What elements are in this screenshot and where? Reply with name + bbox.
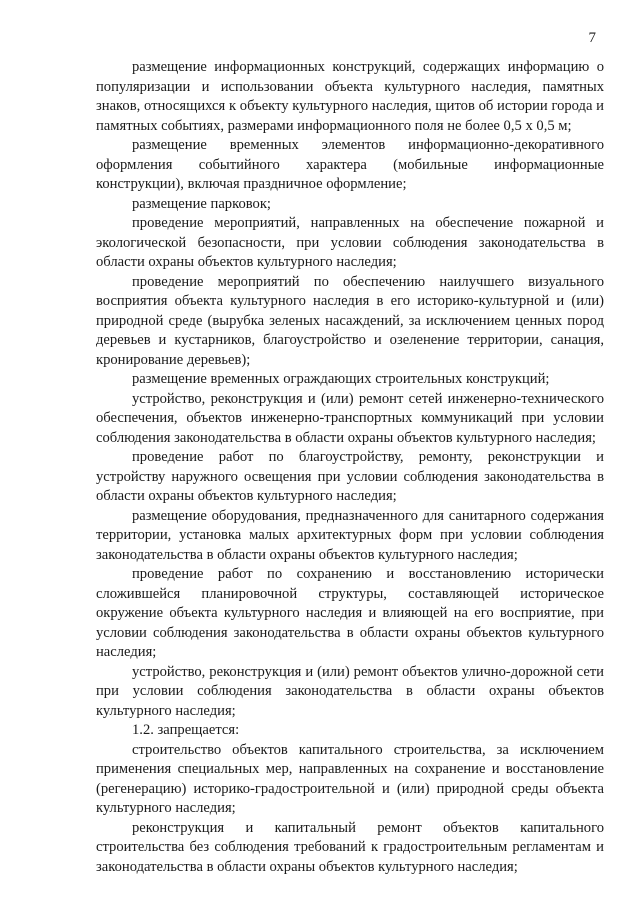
- page-number: 7: [588, 30, 596, 46]
- paragraph-sanitary-equipment: размещение оборудования, предназначенного для санитарного содержания территории, установка малых архитектурных форм при условии соблюдения законодательства в области охраны объектов культурного наследия;: [96, 507, 604, 563]
- paragraph-outdoor-lighting: проведение работ по благоустройству, ремонту, реконструкции и устройству наружного освещения при условии соблюдения законодательства в области охраны объектов культурного наследия;: [96, 449, 604, 504]
- paragraph-fire-safety: проведение мероприятий, направленных на обеспечение пожарной и экологической безопасности, при условии соблюдения законодательства в области охраны объектов культурного наследия;: [96, 215, 604, 270]
- paragraph-capital-construction: строительство объектов капитального строительства, за исключением применения специальных мер, направленных на сохранение и восстановление (регенерацию) историко-градостроительной и (или) природной среды объекта культурного наследия;: [96, 741, 604, 816]
- paragraph-temporary-decor: размещение временных элементов информационно-декоративного оформления событийного характера (мобильные информационные конструкции), включая праздничное оформление;: [96, 137, 604, 192]
- paragraph-planning-structure: проведение работ по сохранению и восстановлению исторически сложившейся планировочной структуры, составляющей историческое окружение объекта культурного наследия и влияющей на его восприятие, при условии соблюдения законодательства в области охраны объектов культурного наследия;: [96, 566, 604, 660]
- paragraph-reconstruction-repair: реконструкция и капитальный ремонт объектов капитального строительства без соблюдения требований к градостроительным регламентам и законодательства в области охраны объектов культурного наследия;: [96, 819, 604, 875]
- paragraph-temporary-fences: размещение временных ограждающих строительных конструкций;: [132, 371, 550, 387]
- paragraph-parking: размещение парковок;: [132, 195, 271, 212]
- paragraph-road-network: устройство, реконструкция и (или) ремонт объектов улично-дорожной сети при условии соблюдения законодательства в области охраны объектов культурного наследия;: [96, 663, 604, 719]
- paragraph-engineering-networks: устройство, реконструкция и (или) ремонт сетей инженерно-технического обеспечения, объектов инженерно-транспортных коммуникаций при условии соблюдения законодательства в области охраны объектов культурного наследия;: [96, 390, 604, 446]
- paragraph-visual-perception: проведение мероприятий по обеспечению наилучшего визуального восприятия объекта культурного наследия в его историко-культурной и (или) природной среде (вырубка зеленых насаждений, за исключением ценных пород деревьев и кустарников, благоустройство и озеленение территории, санация, кронирование деревьев);: [96, 273, 604, 368]
- document-body: [96, 58, 604, 877]
- paragraph-info-constructions: размещение информационных конструкций, содержащих информацию о популяризации и использовании объекта культурного наследия, памятных знаков, относящихся к объекту культурного наследия, щитов об истории города и памятных событиях, размерами информационного поля не более 0,5 х 0,5 м;: [96, 59, 604, 134]
- section-heading-prohibited: 1.2. запрещается:: [132, 722, 240, 738]
